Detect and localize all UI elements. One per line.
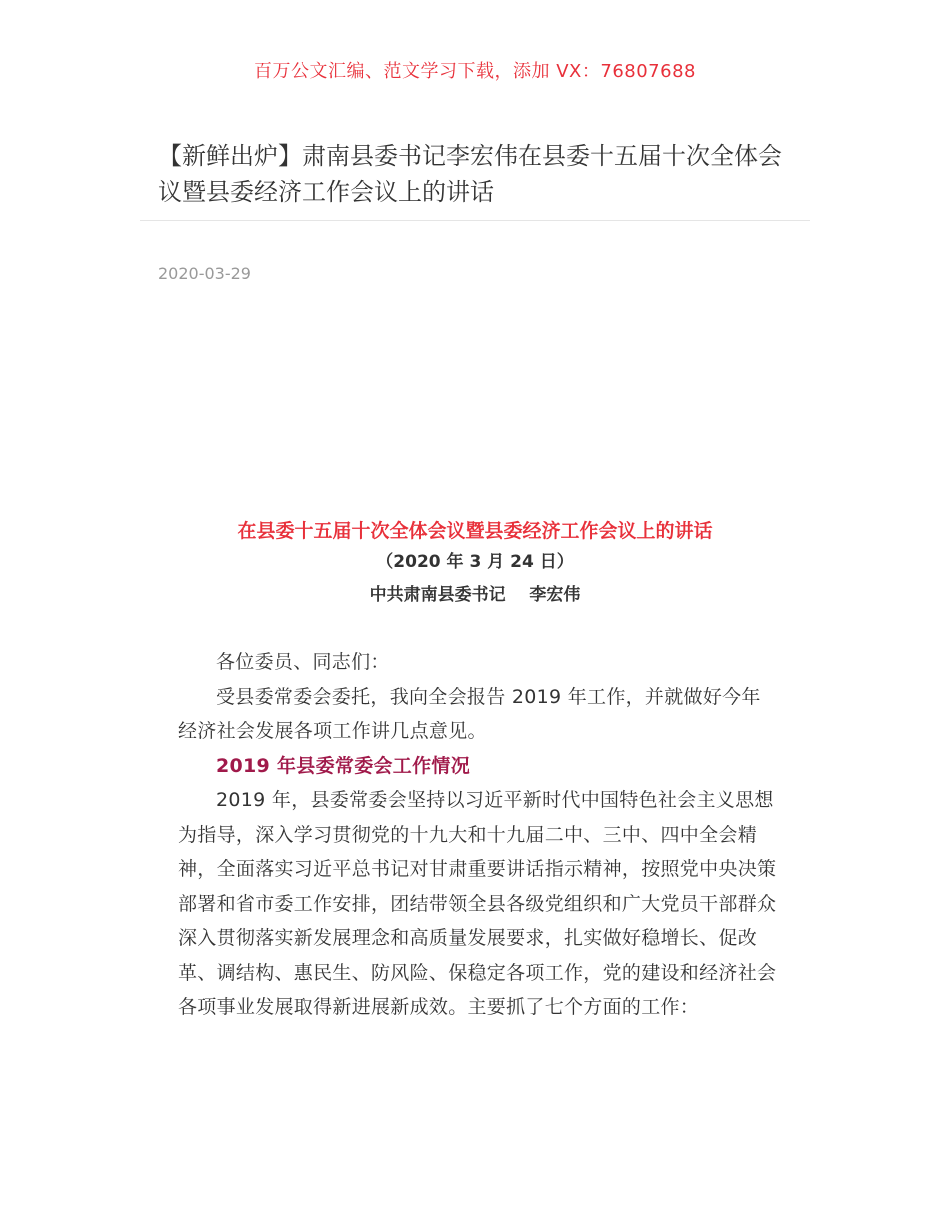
speech-author: 中共肃南县委书记 李宏伟 bbox=[369, 585, 581, 605]
title-divider bbox=[140, 220, 810, 221]
publish-date: 2020-03-29 bbox=[158, 264, 251, 283]
section-heading: 2019 年县委常委会工作情况 bbox=[216, 754, 470, 777]
speech-title: 在县委十五届十次全体会议暨县委经济工作会议上的讲话 bbox=[237, 520, 713, 542]
speech-body bbox=[178, 645, 778, 1025]
watermark-banner: 百万公文汇编、范文学习下载，添加 VX：76807688 bbox=[254, 61, 696, 82]
intro-paragraph: 受县委常委会委托，我向全会报告 2019 年工作，并就做好今年经济社会发展各项工作讲几点意见。 bbox=[178, 685, 761, 742]
body-paragraph: 2019 年，县委常委会坚持以习近平新时代中国特色社会主义思想为指导，深入学习贯彻党的十九大和十九届二中、三中、四中全会精神，全面落实习近平总书记对甘肃重要讲话指示精神，按照党中央决策部署和省市委工作安排，团结带领全县各级党组织和广大党员干部群众深入贯彻落实新发展理念和高质量发展要求，扎实做好稳增长、促改革、调结构、惠民生、防风险、保稳定各项工作，党的建设和经济社会各项事业发展取得新进展新成效。主要抓了七个方面的工作： bbox=[178, 789, 777, 1018]
speech-date: （2020 年 3 月 24 日） bbox=[376, 552, 574, 572]
speech-header bbox=[0, 516, 950, 612]
article-title: 【新鲜出炉】肃南县委书记李宏伟在县委十五届十次全体会议暨县委经济工作会议上的讲话 bbox=[158, 142, 782, 206]
greeting-paragraph: 各位委员、同志们： bbox=[216, 651, 390, 673]
